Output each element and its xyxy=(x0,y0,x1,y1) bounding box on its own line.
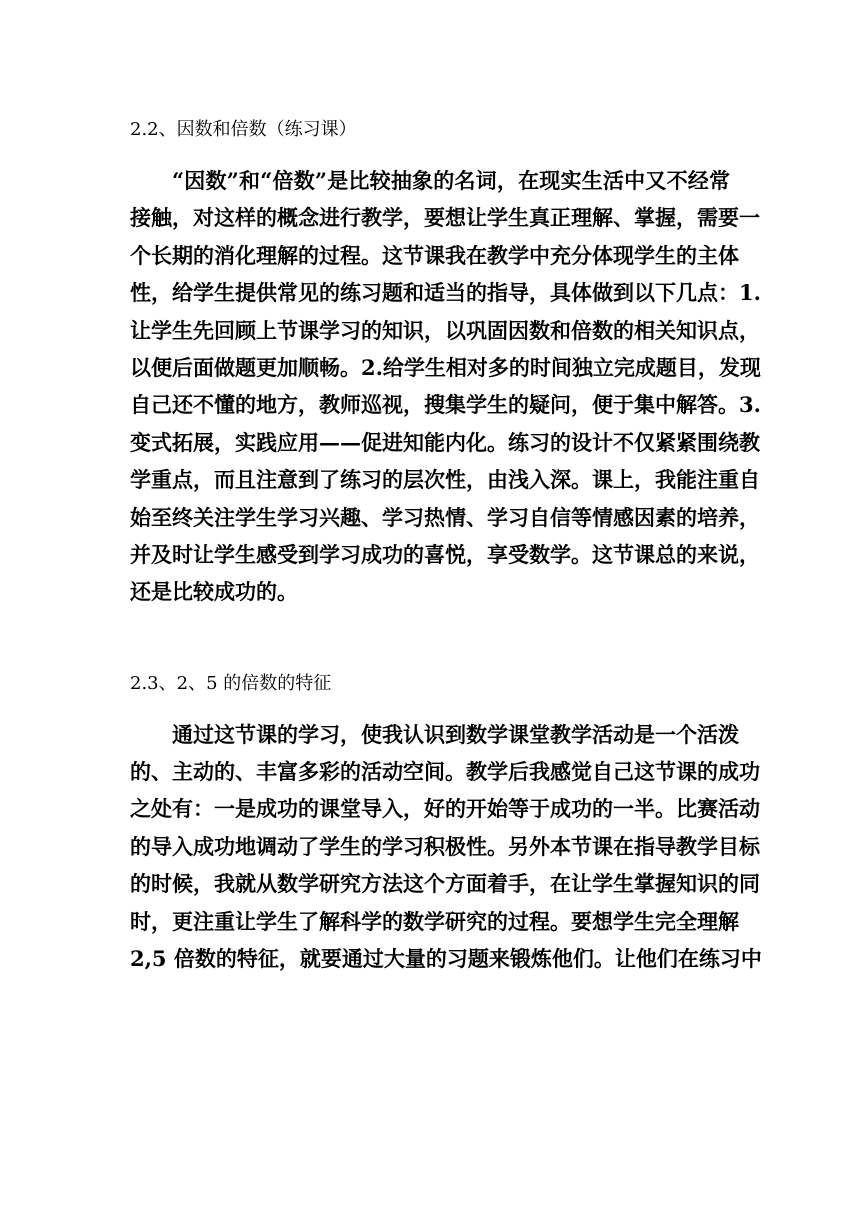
paragraph-line: 还是比较成功的。 xyxy=(130,579,298,605)
paragraph-line: 始至终关注学生学习兴趣、学习热情、学习自信等情感因素的培养， xyxy=(130,504,760,530)
paragraph-line: 学重点，而且注意到了练习的层次性，由浅入深。课上，我能注重自 xyxy=(130,467,760,493)
paragraph-line: 2,5 倍数的特征，就要通过大量的习题来锻炼他们。让他们在练习中 xyxy=(130,946,762,972)
paragraph-line: 自己还不懂的地方，教师巡视，搜集学生的疑问，便于集中解答。3. xyxy=(130,392,761,418)
paragraph-line: “因数”和“倍数”是比较抽象的名词，在现实生活中又不经常 xyxy=(172,168,730,193)
spacer xyxy=(130,148,730,162)
section-heading-multiples-of-2-and-5: 2.3、2、5 的倍数的特征 xyxy=(130,672,332,694)
paragraph-multiples-of-2-and-5 xyxy=(130,716,762,978)
paragraph-line: 通过这节课的学习，使我认识到数学课堂教学活动是一个活泼 xyxy=(172,721,739,747)
paragraph-line: 个长期的消化理解的过程。这节课我在教学中充分体现学生的主体 xyxy=(130,242,739,268)
paragraph-line: 让学生先回顾上节课学习的知识，以巩固因数和倍数的相关知识点， xyxy=(130,317,760,343)
section-spacer xyxy=(130,611,730,666)
paragraph-line: 性，给学生提供常见的练习题和适当的指导，具体做到以下几点：1. xyxy=(130,280,761,306)
paragraph-line: 时，更注重让学生了解科学的数学研究的过程。要想学生完全理解 xyxy=(130,908,739,934)
paragraph-line: 变式拓展，实践应用——促进知能内化。练习的设计不仅紧紧围绕教 xyxy=(130,429,760,455)
paragraph-line: 的导入成功地调动了学生的学习积极性。另外本节课在指导教学目标 xyxy=(130,833,760,859)
document-page xyxy=(130,112,762,977)
paragraph-line: 接触，对这样的概念进行教学，要想让学生真正理解、掌握，需要一 xyxy=(130,205,760,231)
paragraph-line: 以便后面做题更加顺畅。2.给学生相对多的时间独立完成题目，发现 xyxy=(130,354,761,380)
section-heading-factors-multiples: 2.2、因数和倍数（练习课） xyxy=(130,119,357,140)
paragraph-line: 并及时让学生感受到学习成功的喜悦，享受数学。这节课总的来说， xyxy=(130,541,760,567)
paragraph-line: 的、主动的、丰富多彩的活动空间。教学后我感觉自己这节课的成功 xyxy=(130,759,760,785)
spacer xyxy=(130,702,730,716)
paragraph-line: 的时候，我就从数学研究方法这个方面着手，在让学生掌握知识的同 xyxy=(130,871,760,897)
paragraph-line: 之处有：一是成功的课堂导入，好的开始等于成功的一半。比赛活动 xyxy=(130,796,760,822)
paragraph-factors-multiples xyxy=(130,162,761,611)
